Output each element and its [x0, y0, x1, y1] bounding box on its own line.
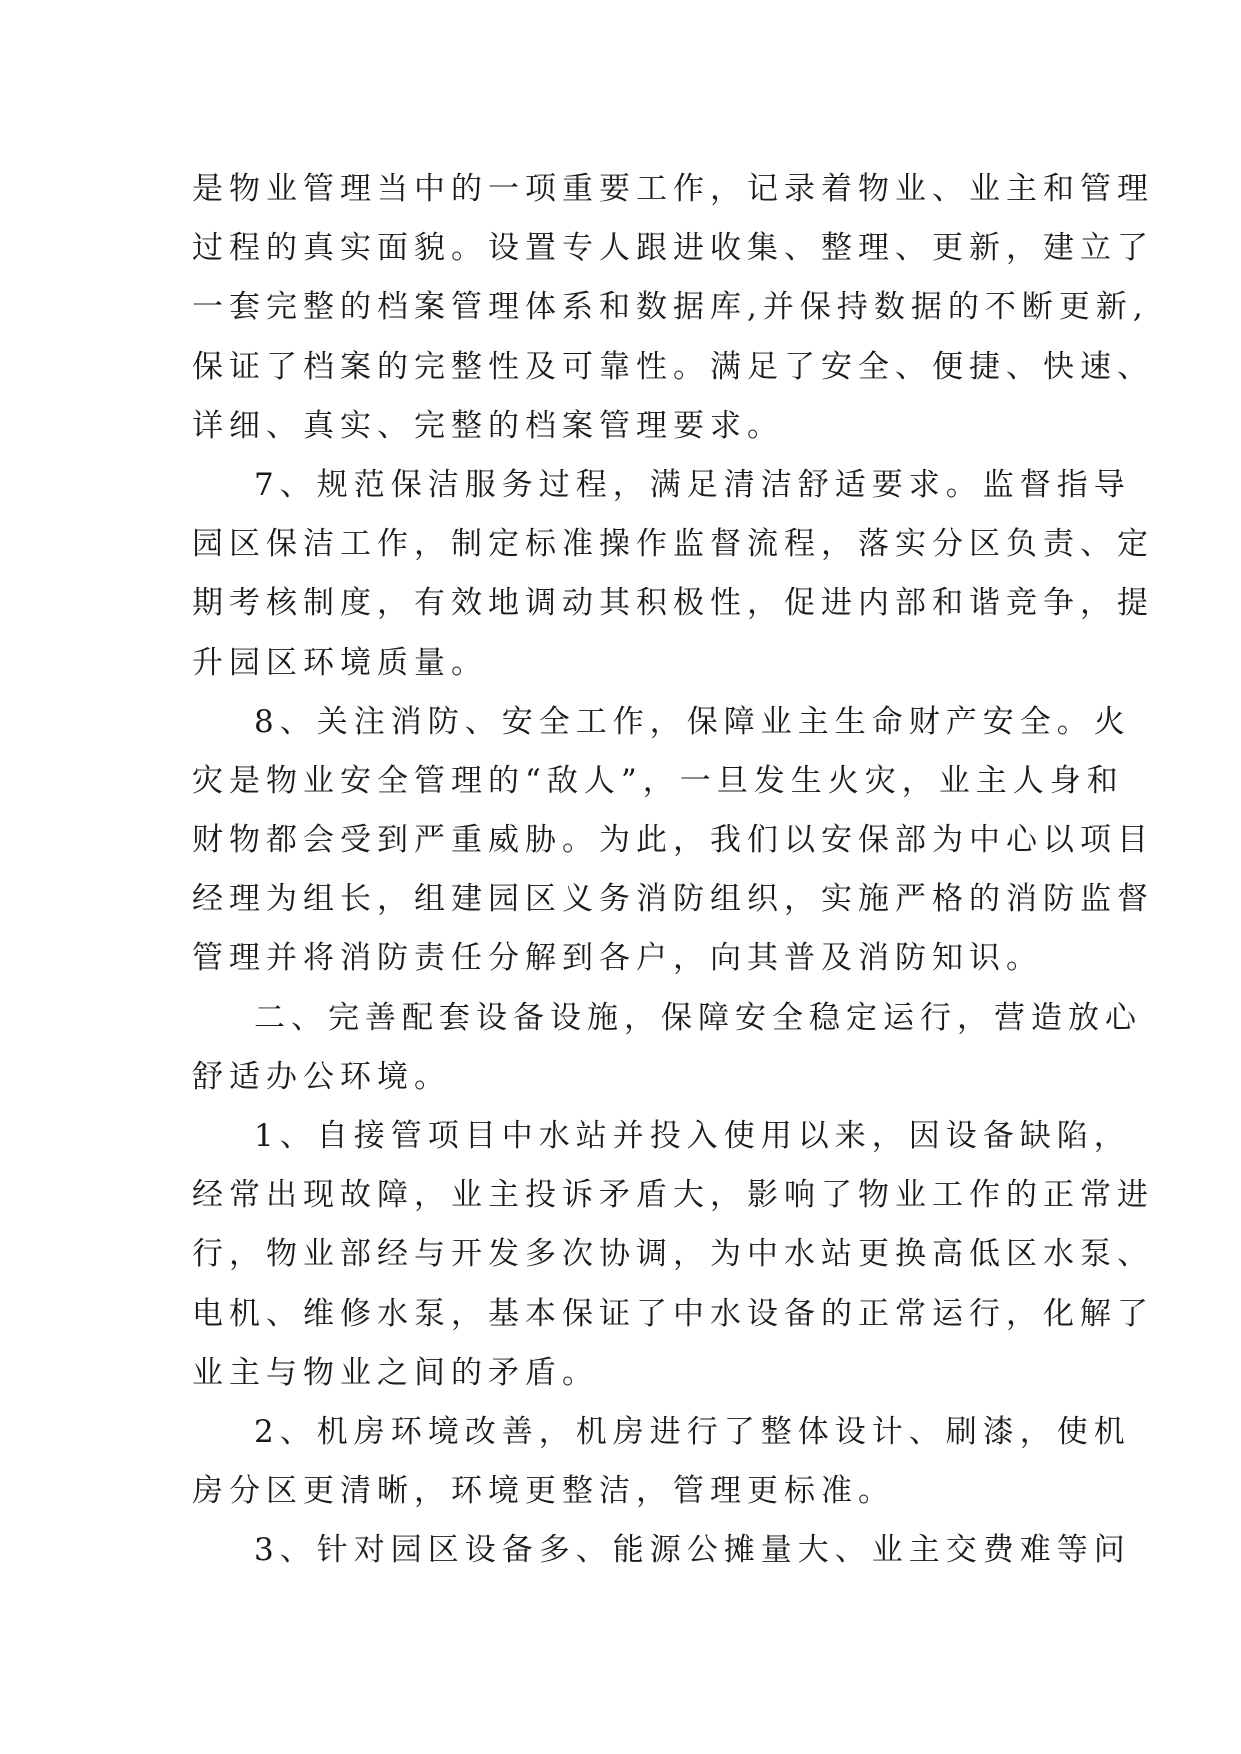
paragraph-first-line: 8、关注消防、安全工作，保障业主生命财产安全。火: [254, 703, 1131, 740]
section-heading-line: 舒适办公环境。: [192, 1058, 451, 1095]
paragraph-line: 行，物业部经与开发多次协调，为中水站更换高低区水泵、: [192, 1236, 1154, 1273]
paragraph-line: 财物都会受到严重威胁。为此，我们以安保部为中心以项目: [192, 822, 1154, 859]
paragraph-line: 房分区更清晰，环境更整洁，管理更标准。: [192, 1473, 895, 1510]
paragraph-line: 期考核制度，有效地调动其积极性，促进内部和谐竞争，提: [192, 585, 1154, 622]
paragraph-line: 经理为组长，组建园区义务消防组织，实施严格的消防监督: [192, 881, 1154, 918]
paragraph-line: 经常出现故障，业主投诉矛盾大，影响了物业工作的正常进: [192, 1177, 1154, 1214]
document-body: [192, 160, 1154, 1581]
paragraph-first-line: 3、针对园区设备多、能源公摊量大、业主交费难等问: [254, 1532, 1131, 1569]
paragraph-line: 详细、真实、完整的档案管理要求。: [192, 407, 784, 444]
paragraph-line: 业主与物业之间的矛盾。: [192, 1354, 599, 1391]
paragraph-line: 灾是物业安全管理的“敌人”，一旦发生火灾，业主人身和: [192, 762, 1124, 799]
paragraph-line: 是物业管理当中的一项重要工作，记录着物业、业主和管理: [192, 171, 1154, 207]
paragraph-first-line: 1、自接管项目中水站并投入使用以来，因设备缺陷，: [254, 1118, 1131, 1154]
paragraph-first-line: 7、规范保洁服务过程，满足清洁舒适要求。监督指导: [254, 466, 1131, 503]
section-heading-line: 二、完善配套设备设施，保障安全稳定运行，营造放心: [254, 999, 1142, 1036]
paragraph-line: 管理并将消防责任分解到各户，向其普及消防知识。: [192, 940, 1043, 977]
paragraph-line: 升园区环境质量。: [192, 644, 488, 681]
paragraph-line: 过程的真实面貌。设置专人跟进收集、整理、更新，建立了: [192, 230, 1154, 267]
paragraph-line: 保证了档案的完整性及可靠性。满足了安全、便捷、快速、: [192, 348, 1154, 385]
paragraph-first-line: 2、机房环境改善，机房进行了整体设计、刷漆，使机: [254, 1413, 1131, 1450]
paragraph-line: 一套完整的档案管理体系和数据库,并保持数据的不断更新,: [192, 289, 1149, 326]
paragraph-line: 园区保洁工作，制定标准操作监督流程，落实分区负责、定: [192, 526, 1154, 563]
paragraph-line: 电机、维修水泵，基本保证了中水设备的正常运行，化解了: [192, 1295, 1154, 1332]
